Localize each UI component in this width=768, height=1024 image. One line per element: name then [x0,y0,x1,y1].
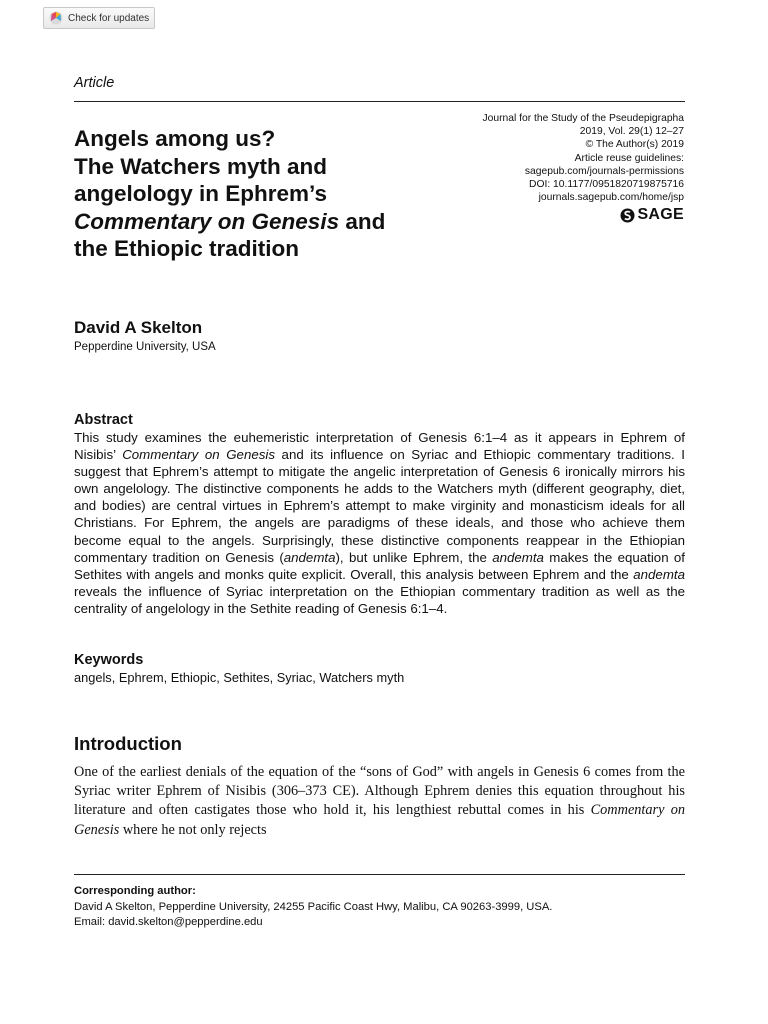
abstract-text: This study examines the euhemeristic interpretation of Genesis 6:1–4 as it appears in Ephrem of Nisibis’ Commentary on Genesis and its influence on Syriac and Ethiopic commentary traditions. I suggest that Ephrem’s attempt to mitigate the angelic interpretation of Genesis 6 ironically mirrors his own angelology. The distinctive components he adds to the Watchers myth (different geography, diet, and bodies) are central virtues in Ephrem’s attempt to make virginity and monasticism ideals for all Christians. For Ephrem, the angels are paradigms of these ideals, and those who achieve them become equal to the angels. Surprisingly, these distinctive components reappear in the Ethiopian commentary tradition on Genesis (andemta), but unlike Ephrem, the andemta makes the equation of Sethites with angels and monks quite explicit. Overall, this analysis between Ephrem and the andemta reveals the influence of Syriac interpretation on the Ethiopian commentary tradition as well as the centrality of angelology in the Sethite reading of Genesis 6:1–4. [74,430,685,616]
title-italic-work: Commentary on Genesis [74,208,340,234]
doi-link[interactable]: DOI: 10.1177/0951820719875716 [529,179,684,191]
copyright: © The Author(s) 2019 [585,139,684,151]
permissions-link[interactable]: sagepub.com/journals-permissions [524,165,684,177]
reuse-guidelines-label: Article reuse guidelines: [574,152,684,164]
journal-home-link[interactable]: journals.sagepub.com/home/jsp [538,192,684,204]
corresponding-author-heading: Corresponding author: [74,885,196,897]
introduction-text: One of the earliest denials of the equation of the “sons of God” with angels in Genesis 6 comes from the Syriac writer Ephrem of Nisibis (306–373 CE). Although Ephrem denies this equation throughout his literature and often castigates those who hold it, his lengthiest rebuttal comes in his Commentary on Genesis where he not only rejects [74,764,686,838]
corresponding-author-block [74,884,552,931]
title-line-2: The Watchers myth and [74,153,327,179]
introduction-heading: Introduction [74,733,182,754]
author-name: David A Skelton [74,318,203,337]
corresponding-author-email-line [74,915,552,931]
email-label: Email: [74,916,109,928]
article-type-label: Article [74,75,115,91]
publisher-name: SAGE [637,206,684,223]
publisher-logo [620,206,684,224]
title-line-4-rest: and [339,208,386,234]
abstract-heading: Abstract [74,412,133,428]
keywords-heading: Keywords [74,652,144,668]
corresponding-author-address: David A Skelton, Pepperdine University, 24255 Pacific Coast Hwy, Malibu, CA 90263-3999, USA. [74,900,553,913]
journal-volume: 2019, Vol. 29(1) 12–27 [579,126,684,138]
title-line-3: angelology in Ephrem’s [74,181,327,206]
sage-logo-icon [620,208,635,223]
header-divider [74,101,685,102]
title-line-5: the Ethiopic tradition [74,236,299,261]
check-for-updates-label: Check for updates [68,12,150,24]
article-title [74,125,474,263]
keywords-list: angels, Ephrem, Ethiopic, Sethites, Syriac, Watchers myth [74,670,405,685]
footnote-divider [74,874,685,875]
check-for-updates-button[interactable] [43,7,155,29]
journal-name: Journal for the Study of the Pseudepigrapha [482,113,684,124]
crossmark-icon [49,11,63,25]
email-link[interactable]: david.skelton@pepperdine.edu [108,916,263,928]
journal-info [483,112,685,204]
author-affiliation: Pepperdine University, USA [74,341,216,353]
title-line-1: Angels among us? [74,126,276,151]
